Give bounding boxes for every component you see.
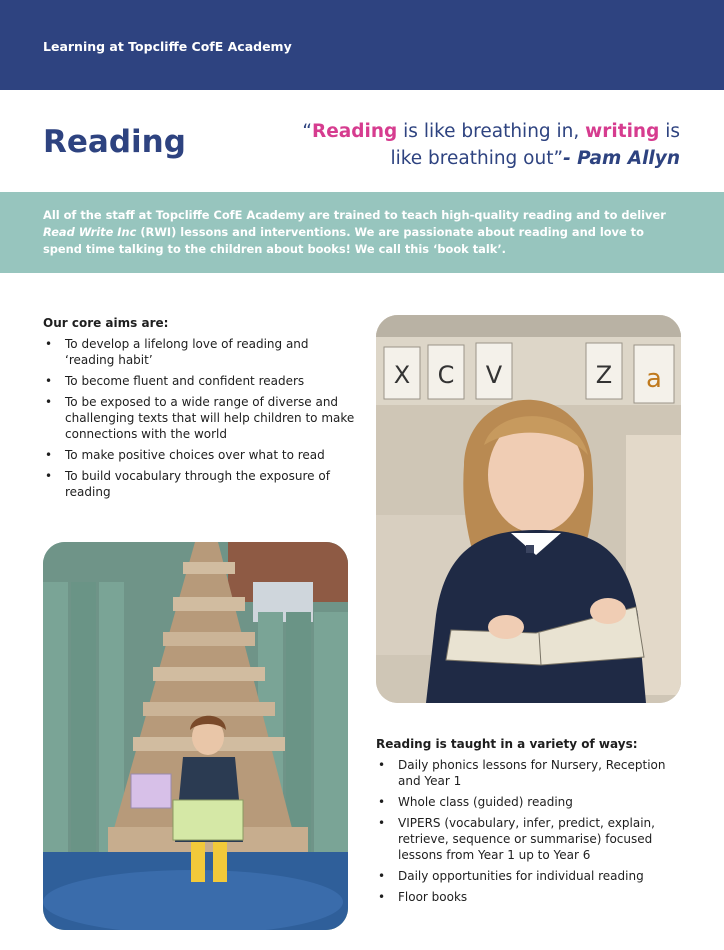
- list-item: • Floor books: [376, 889, 686, 905]
- page-title: Reading: [43, 124, 186, 160]
- photo-child-reading-outdoors: [43, 542, 348, 930]
- list-item: • To develop a lifelong love of reading and ‘reading habit’: [43, 336, 358, 368]
- school-name: Learning at Topcliffe CofE Academy: [43, 39, 292, 54]
- teaching-ways-title: Reading is taught in a variety of ways:: [376, 737, 638, 751]
- card-letter: a: [646, 364, 662, 394]
- list-item: • To build vocabulary through the exposure of reading: [43, 468, 358, 500]
- card-letter: X: [393, 361, 411, 389]
- quote: [300, 118, 680, 172]
- quote-text-1: is like breathing in,: [397, 121, 586, 142]
- header-bar: [0, 0, 724, 90]
- quote-author: - Pam Allyn: [563, 148, 680, 169]
- book-box: [131, 774, 171, 808]
- quote-word-reading: Reading: [312, 121, 398, 142]
- intro-text-1: All of the staff at Topcliffe CofE Academy are trained to teach high-quality reading and to deliver: [43, 208, 666, 222]
- quote-word-writing: writing: [585, 121, 660, 142]
- list-item: • Whole class (guided) reading: [376, 794, 686, 810]
- photo-child-reading-indoors: [376, 315, 681, 703]
- card-letter: C: [437, 361, 455, 389]
- list-item: • VIPERS (vocabulary, infer, predict, explain, retrieve, sequence or summarise) focused lessons from Year 1 up to Year 6: [376, 815, 686, 863]
- card-letter: V: [485, 361, 503, 389]
- list-item: • To be exposed to a wide range of diverse and challenging texts that will help children to make connections with the world: [43, 394, 358, 442]
- list-item: • Daily phonics lessons for Nursery, Reception and Year 1: [376, 757, 686, 789]
- intro-band: [0, 192, 724, 273]
- intro-text: [43, 207, 683, 258]
- core-aims-list: [43, 336, 358, 505]
- picture-book: [173, 800, 243, 840]
- teaching-ways-list: [376, 757, 686, 910]
- intro-italic: Read Write Inc: [43, 225, 137, 239]
- list-item: • To make positive choices over what to read: [43, 447, 358, 463]
- card-letter: Z: [595, 361, 613, 389]
- quote-open-mark: “: [302, 121, 312, 142]
- intro-text-2: (RWI) lessons and interventions. We are passionate about reading and love to spend time talking to the children about books! We call this ‘book talk’.: [43, 225, 644, 256]
- list-item: • To become fluent and confident readers: [43, 373, 358, 389]
- quote-text-2: is like breathing out”: [390, 121, 680, 169]
- core-aims-title: Our core aims are:: [43, 316, 169, 330]
- list-item: • Daily opportunities for individual reading: [376, 868, 686, 884]
